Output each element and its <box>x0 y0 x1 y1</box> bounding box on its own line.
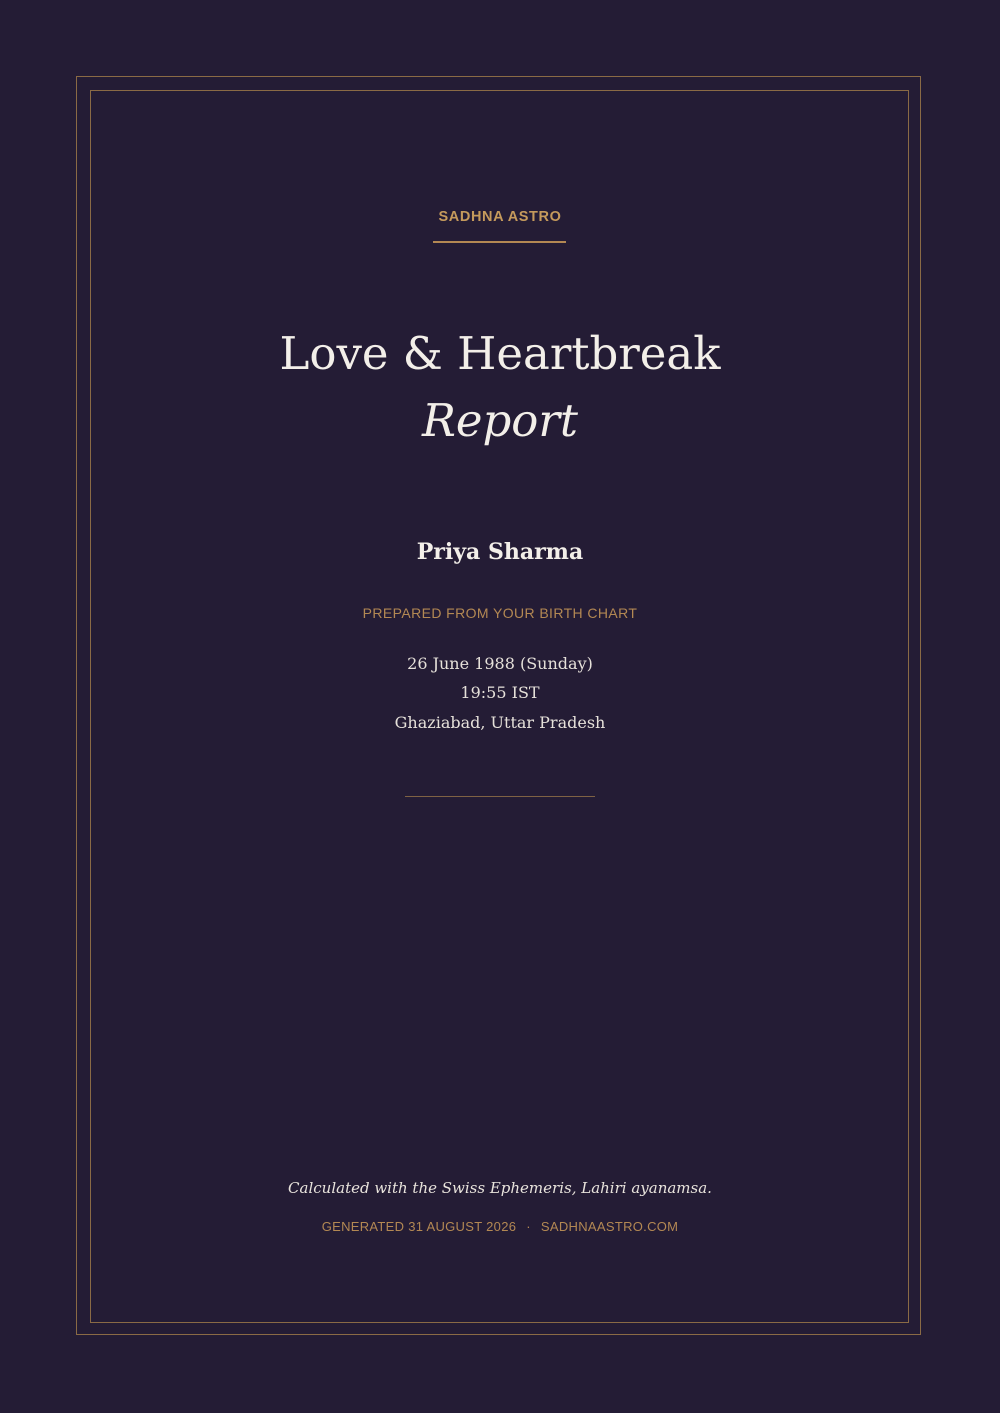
website-link[interactable]: SADHNAASTRO.COM <box>540 1219 679 1234</box>
inner-border-frame <box>90 90 909 1323</box>
birth-place: Ghaziabad, Uttar Pradesh <box>394 713 606 732</box>
brand-underline <box>433 241 566 243</box>
prepared-label: PREPARED FROM YOUR BIRTH CHART <box>362 605 638 621</box>
footer-separator: · <box>526 1219 531 1234</box>
report-title: Love & Heartbreak <box>279 327 721 380</box>
calculation-note: Calculated with the Swiss Ephemeris, Lahiri ayanamsa. <box>288 1179 712 1197</box>
footer-line <box>0 1217 1000 1237</box>
birth-time: 19:55 IST <box>460 683 540 702</box>
brand-name: SADHNA ASTRO <box>438 209 562 225</box>
birth-date: 26 June 1988 (Sunday) <box>407 654 593 673</box>
person-name: Priya Sharma <box>416 539 584 565</box>
report-subtitle: Report <box>421 394 578 447</box>
section-divider <box>405 796 595 797</box>
generated-date: GENERATED 31 AUGUST 2026 <box>321 1219 517 1234</box>
